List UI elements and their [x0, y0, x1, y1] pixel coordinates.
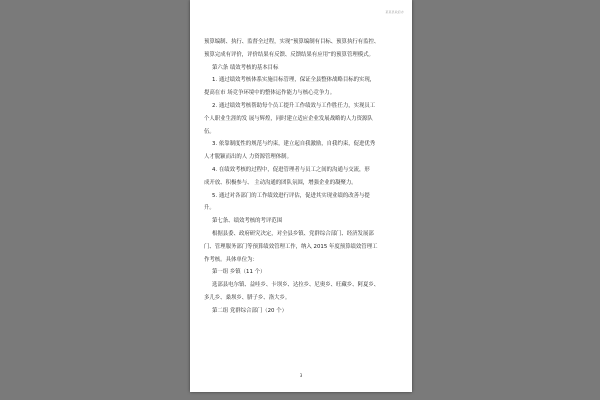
text-line: 1. 通过绩效考核体系实施目标管理，保证全县整体战略目标的实现， — [212, 77, 376, 84]
text-line: 根据县委、政府研究决定，对全县乡镇、党群综合部门、经济发展部 — [212, 230, 374, 237]
group-heading: 第二组 党群综合部门（20 个） — [212, 307, 287, 314]
text-line: 提高在市 场竞争环境中的整体运作能力与核心竞争力。 — [204, 90, 336, 97]
text-line: 2. 通过绩效考核帮助每个员工提升工作绩效与工作胜任力，实现员工 — [212, 102, 376, 109]
header-note: 某某县政府办 — [385, 10, 404, 14]
text-line: 多儿乡、桑坝乡、腊子乡、洛大乡。 — [204, 294, 291, 301]
group-heading: 第一组 乡镇（11 个） — [212, 269, 266, 276]
body-text — [204, 37, 404, 319]
text-line: 升。 — [204, 205, 215, 212]
page-number: 3 — [299, 373, 303, 378]
text-line: 门、管理服务部门等预算绩效管理工作，纳入 2015 年度预算绩效管理工 — [204, 243, 378, 250]
text-line: 3. 依靠制度性的规范与约束，建立起自我激励，自我约束，促进优秀 — [212, 141, 376, 148]
section-heading: 第六条 绩效考核的基本目标 — [212, 64, 279, 71]
text-line: 个人职业生涯的发 展与辉煌，同时建立适应企业发展战略的人力资源队 — [204, 115, 373, 122]
text-line: 5. 通过对各部门的工作绩效进行评估，促进其实现业绩的改善与提 — [212, 192, 370, 199]
text-line: 伍。 — [204, 128, 215, 135]
text-line: 预算编制、执行、监督全过程，实现“预算编制有目标、预算执行有监控、 — [204, 39, 380, 45]
text-line: 选部县电尔镇、益哇乡、卡坝乡、达拉乡、尼奥乡、旺藏乡、阿夏乡、 — [212, 282, 380, 289]
section-heading: 第七条、绩效考核的考评范围 — [212, 218, 283, 225]
document-page — [190, 0, 412, 392]
text-line: 成开放、积极参与、 主动沟通的团队氛围，增强企业的凝聚力。 — [204, 179, 357, 186]
text-line: 作考核。具体单位为： — [204, 256, 258, 263]
text-line: 预算完成有评价，评价结果有反馈、反馈结果有应用”的预算管理模式。 — [204, 51, 374, 58]
text-line: 4. 在绩效考核的过程中，促进管理者与员工之间的沟通与交流，形 — [212, 166, 370, 173]
text-line: 人才脱颖而出的人 力资源管理体制。 — [204, 154, 292, 161]
